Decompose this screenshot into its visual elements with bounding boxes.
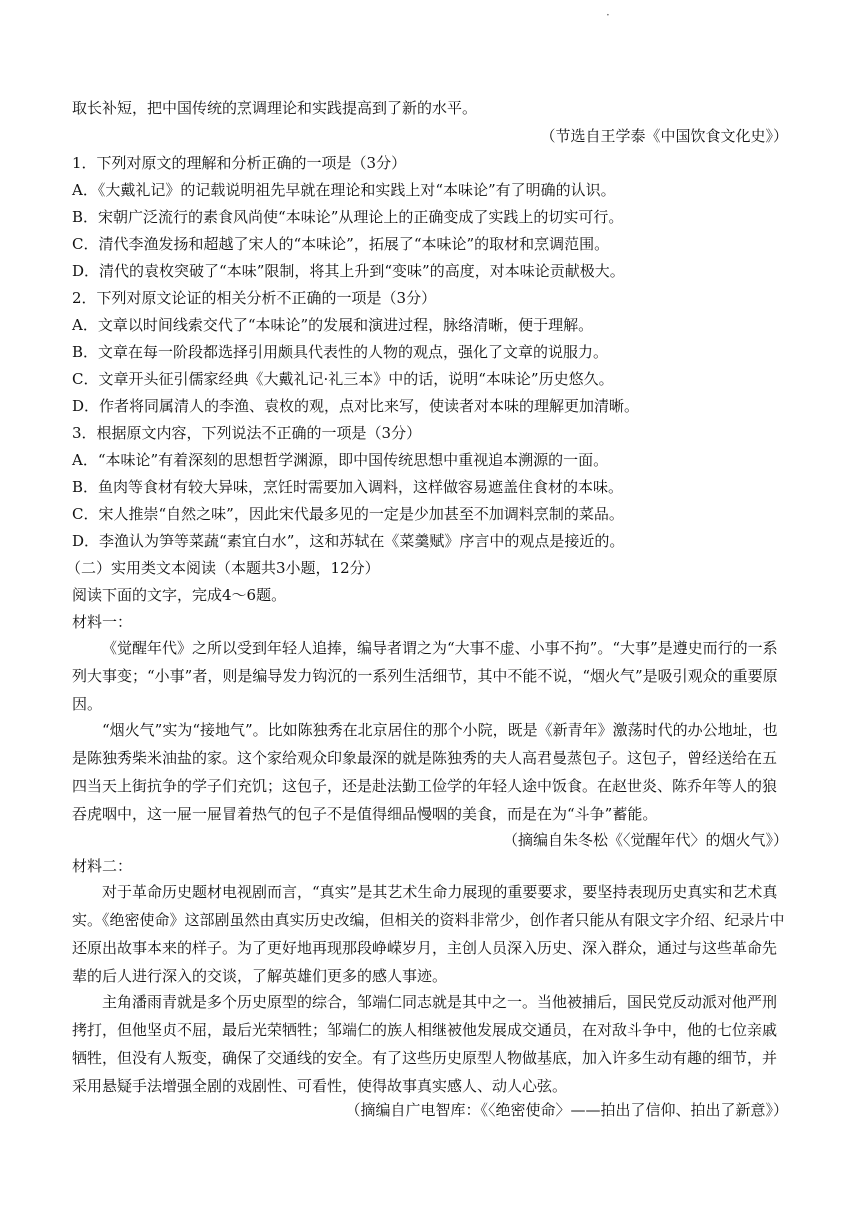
question-1-option-c: C．清代李渔发扬和超越了宋人的“本味论”，拓展了“本味论”的取材和烹调范围。 <box>72 235 610 253</box>
source-citation-3: （摘编自广电智库：《〈绝密使命〉——拍出了信仰、拍出了新意》） <box>345 1101 788 1119</box>
material-2-paragraph-1: 对于革命历史题材电视剧而言，“真实”是其艺术生命力展现的重要要求，要坚持表现历史真实和艺术真实。《绝密使命》这部剧虽然由真实历史改编，但相关的资料非常少，创作者只能从有限文字介绍、纪录片中还原出故事本来的样子。为了更好地再现那段峥嵘岁月，主创人员深入历史、深入群众，通过与这些革命先辈的后人进行深入的交谈，了解英雄们更多的感人事迹。 <box>72 883 785 985</box>
question-1-option-b: B．宋朝广泛流行的素食风尚使“本味论”从理论上的正确变成了实践上的切实可行。 <box>72 208 624 226</box>
material-1-label: 材料一： <box>72 613 133 631</box>
source-citation-2: （摘编自朱冬松《〈觉醒年代〉的烟火气》） <box>502 831 788 849</box>
question-1-stem: 1．下列对原文的理解和分析正确的一项是（3分） <box>72 154 407 172</box>
question-2-option-d: D．作者将同属清人的李渔、袁枚的观，点对比来写，使读者对本味的理解更加清晰。 <box>72 397 640 415</box>
material-2-paragraph-2: 主角潘雨青就是多个历史原型的综合，邹端仁同志就是其中之一。当他被捕后，国民党反动派对他严刑拷打，但他坚贞不屈，最后光荣牺牲；邹端仁的族人相继被他发展成交通员，在对敌斗争中，他的七位亲戚牺牲，但没有人叛变，确保了交通线的安全。有了这些历史原型人物做基底，加入许多生动有趣的细节，并采用悬疑手法增强全剧的戏剧性、可看性，使得故事真实感人、动人心弦。 <box>72 993 778 1095</box>
intro-line: 取长补短，把中国传统的烹调理论和实践提高到了新的水平。 <box>72 99 478 117</box>
question-3-option-c: C．宋人推崇“自然之味”，因此宋代最多见的一定是少加甚至不加调料烹制的菜品。 <box>72 505 624 523</box>
material-1-paragraph-2: “烟火气”实为“接地气”。比如陈独秀在北京居住的那个小院，既是《新青年》激荡时代的办公地址，也是陈独秀柴米油盐的家。这个家给观众印象最深的就是陈独秀的夫人高君曼蒸包子。这包子，曾经送给在五四当天上街抗争的学子们充饥；这包子，还是赴法勤工俭学的年轻人途中饭食。在赵世炎、陈乔年等人的狼吞虎咽中，这一屉一屉冒着热气的包子不是值得细品慢咽的美食，而是在为“斗争”蓄能。 <box>72 721 778 823</box>
question-2-option-b: B．文章在每一阶段都选择引用颇具代表性的人物的观点，强化了文章的说服力。 <box>72 343 609 361</box>
section-2-title: （二）实用类文本阅读（本题共3小题，12分） <box>66 559 380 577</box>
section-2-instructions: 阅读下面的文字，完成4～6题。 <box>72 586 287 604</box>
question-3-option-d: D．李渔认为笋等菜蔬“素宜白水”，这和苏轼在《菜羹赋》序言中的观点是接近的。 <box>72 532 625 550</box>
source-citation-1: （节选自王学泰《中国饮食文化史》） <box>540 127 788 145</box>
question-2-stem: 2．下列对原文论证的相关分析不正确的一项是（3分） <box>72 289 437 307</box>
question-3-stem: 3．根据原文内容，下列说法不正确的一项是（3分） <box>72 424 422 442</box>
question-3-option-a: A．“本味论”有着深刻的思想哲学渊源，即中国传统思想中重视追本溯源的一面。 <box>72 451 609 469</box>
question-3-option-b: B．鱼肉等食材有较大异味，烹饪时需要加入调料，这样做容易遮盖住食材的本味。 <box>72 478 624 496</box>
question-1-option-a: A．《大戴礼记》的记载说明祖先早就在理论和实践上对“本味论”有了明确的认识。 <box>72 181 616 199</box>
material-2-label: 材料二： <box>72 857 133 875</box>
question-2-option-c: C．文章开头征引儒家经典《大戴礼记·礼三本》中的话，说明“本味论”历史悠久。 <box>72 370 614 388</box>
material-1-paragraph-1: 《觉醒年代》之所以受到年轻人追捧，编导者谓之为“大事不虚、小事不拘”。“大事”是遵史而行的一系列大事变；“小事”者，则是编导发力钩沉的一系列生活细节，其中不能不说，“烟火气”是吸引观众的重要原因。 <box>72 639 778 713</box>
question-1-option-d: D．清代的袁枚突破了“本味”限制，将其上升到“变味”的高度，对本味论贡献极大。 <box>72 262 625 280</box>
page-mark: · <box>606 8 610 22</box>
question-2-option-a: A．文章以时间线索交代了“本味论”的发展和演进过程，脉络清晰，便于理解。 <box>72 316 594 334</box>
